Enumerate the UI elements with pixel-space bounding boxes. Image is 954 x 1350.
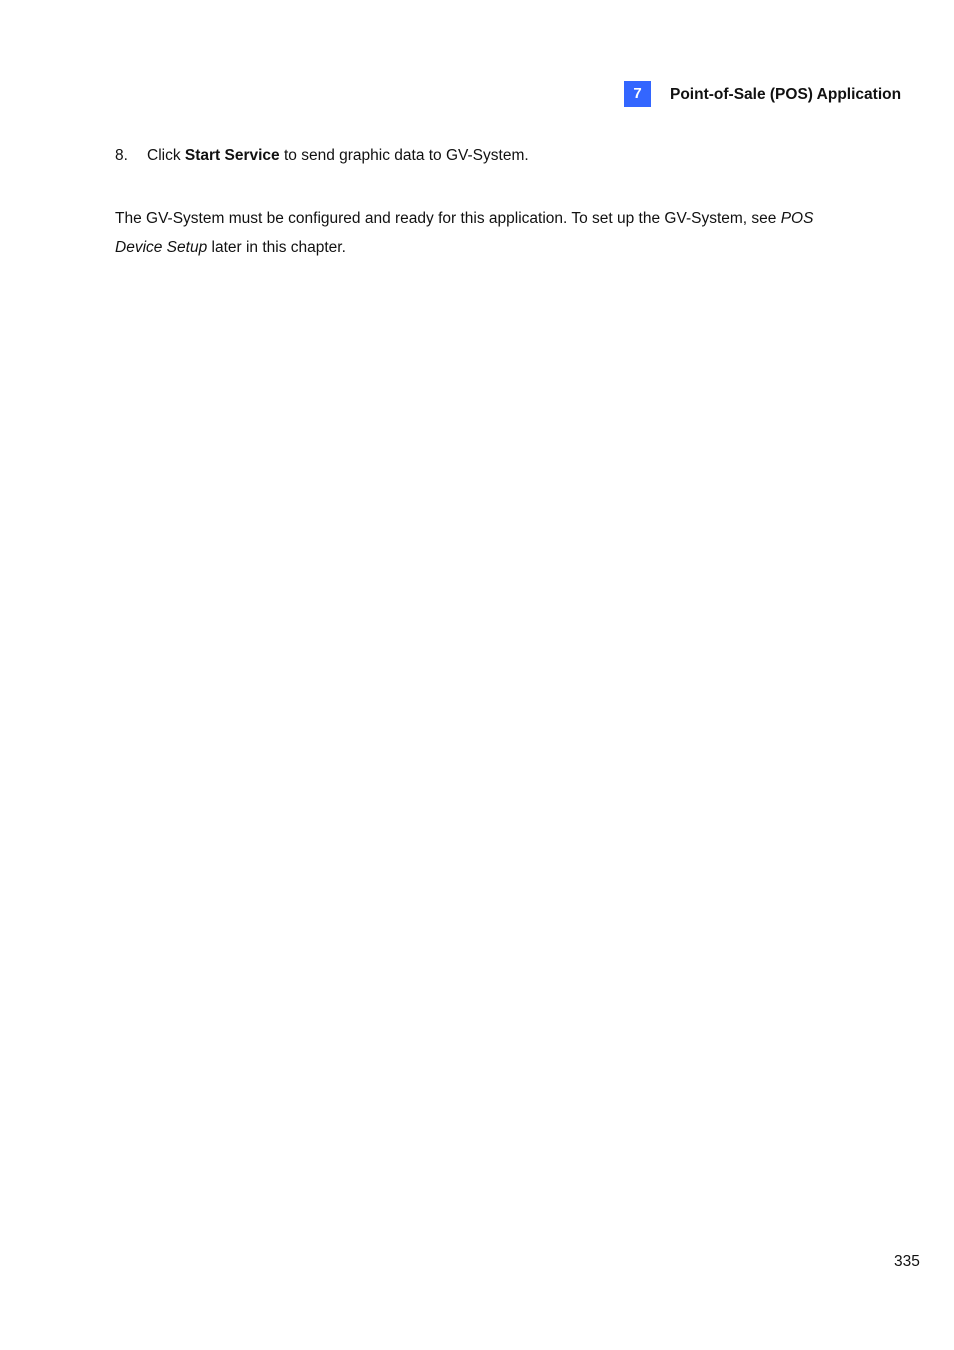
note-text-before: The GV-System must be configured and ready for this application. To set up the GV-System, see [115, 210, 781, 227]
chapter-title: Point-of-Sale (POS) Application [670, 86, 902, 103]
chapter-number-badge: 7 [624, 81, 651, 107]
note-paragraph [115, 204, 855, 262]
note-italic-reference: POS Device Setup [115, 210, 814, 256]
step-text-before: Click [147, 147, 185, 164]
step-text-after: to send graphic data to GV-System. [279, 147, 529, 164]
note-text-after: later in this chapter. [207, 239, 346, 256]
step-item [115, 146, 529, 166]
step-number: 8. [115, 147, 128, 164]
step-bold-text: Start Service [184, 147, 280, 164]
page-number: 335 [894, 1253, 920, 1270]
